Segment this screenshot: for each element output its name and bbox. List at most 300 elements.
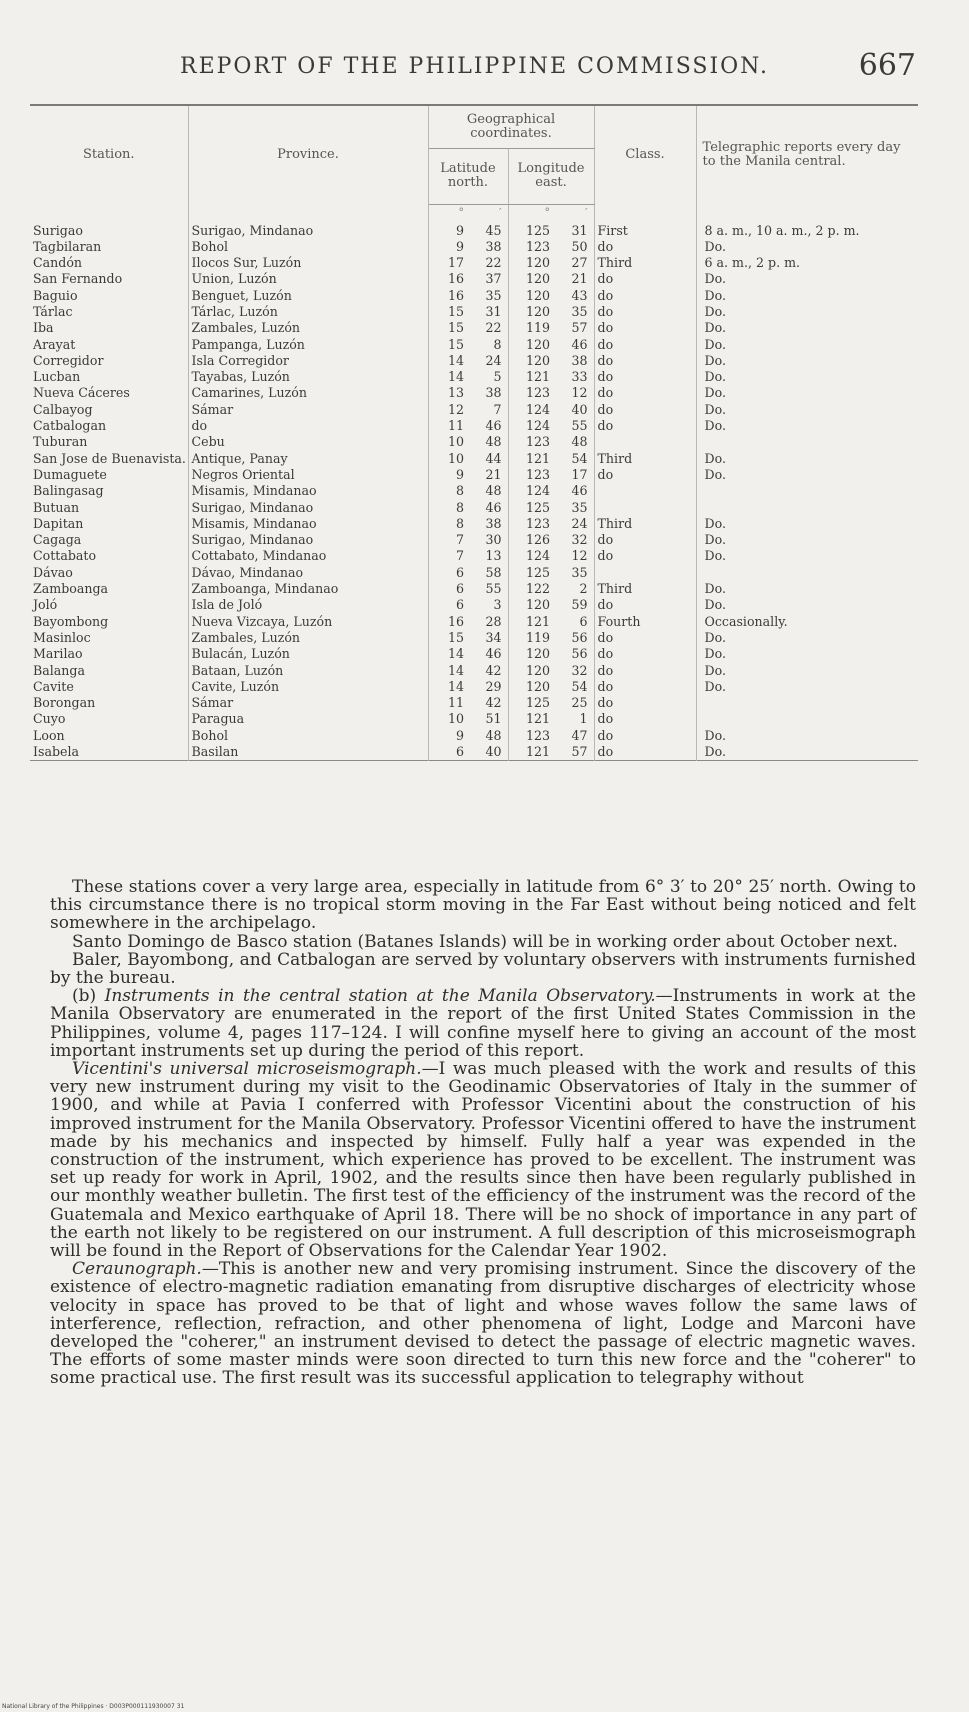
longitude-degrees-cell: 119 (525, 320, 550, 336)
province-cell: Negros Oriental (188, 467, 428, 483)
reports-cell: Do. (704, 336, 726, 352)
station-cell: Cottabato (30, 548, 188, 564)
section-text-instruments: —Instruments in work at the Manila Observatory are enumerated in the report of the first United States Commission in the Philippines, volume 4, pages 117–124. I will confine myself here to giving an account of the most important instruments set up during the period of this report. (50, 986, 916, 1061)
latitude-minutes-cell: 42 (470, 695, 508, 711)
latitude-degrees-cell: 13 (447, 385, 464, 401)
latitude-minutes-cell: 31 (470, 304, 508, 320)
reports-cell: Do. (704, 548, 726, 564)
longitude-minutes-cell: 54 (556, 451, 594, 467)
longitude-minutes-cell: 24 (556, 516, 594, 532)
station-cell: Lucban (30, 369, 188, 385)
table-row (30, 255, 918, 271)
province-cell: Sámar (188, 402, 428, 418)
table-row (30, 516, 918, 532)
table-row (30, 434, 918, 450)
latitude-degrees-cell: 12 (447, 401, 464, 417)
table-row (30, 630, 918, 646)
latitude-minutes-cell: 38 (470, 385, 508, 401)
station-cell: Marilao (30, 646, 188, 662)
latitude-minutes-cell: 48 (470, 483, 508, 499)
longitude-minutes-cell: 35 (556, 500, 594, 516)
table-row (30, 320, 918, 336)
station-cell: Borongan (30, 695, 188, 711)
longitude-minutes-cell: 32 (556, 663, 594, 679)
latitude-minutes-cell: 35 (470, 288, 508, 304)
longitude-minutes-cell: 38 (556, 353, 594, 369)
latitude-minutes-cell: 22 (470, 320, 508, 336)
reports-cell: Do. (704, 401, 726, 417)
longitude-minutes-cell: 12 (556, 548, 594, 564)
station-cell: Zamboanga (30, 581, 188, 597)
table-row (30, 728, 918, 744)
reports-cell: Do. (704, 238, 726, 254)
latitude-minutes-cell: 40 (470, 744, 508, 761)
latitude-degrees-cell: 14 (447, 352, 464, 368)
province-cell: Ilocos Sur, Luzón (188, 255, 428, 271)
latitude-degrees-cell: 15 (447, 336, 464, 352)
header-latitude: Latitude north. (428, 149, 508, 205)
station-cell: Calbayog (30, 402, 188, 418)
header-province: Province. (188, 105, 428, 204)
longitude-minutes-cell: 35 (556, 304, 594, 320)
table-row (30, 532, 918, 548)
latitude-minutes-cell: 29 (470, 679, 508, 695)
table-row (30, 548, 918, 564)
station-cell: Dumaguete (30, 467, 188, 483)
section-letter: (b) (72, 986, 105, 1007)
body-text (50, 878, 916, 1388)
reports-cell: Do. (704, 678, 726, 694)
longitude-degrees-cell: 121 (525, 369, 550, 385)
province-cell: Sámar (188, 695, 428, 711)
longitude-degrees-cell: 119 (525, 629, 550, 645)
province-cell: Surigao, Mindanao (188, 223, 428, 239)
header-station: Station. (30, 105, 188, 204)
latitude-minutes-cell: 3 (470, 597, 508, 613)
latitude-minutes-cell: 48 (470, 728, 508, 744)
latitude-degrees-cell: 10 (447, 434, 464, 450)
class-cell: do (594, 630, 696, 646)
table-row (30, 369, 918, 385)
longitude-degrees-cell: 120 (525, 646, 550, 662)
latitude-minutes-cell: 38 (470, 516, 508, 532)
longitude-degrees-cell: 124 (525, 401, 550, 417)
latitude-minutes-cell: 38 (470, 239, 508, 255)
latitude-minutes-cell: 8 (470, 337, 508, 353)
latitude-degrees-cell: 6 (455, 564, 464, 580)
reports-cell (696, 711, 918, 727)
longitude-degrees-cell: 120 (525, 352, 550, 368)
station-cell: Bayombong (30, 614, 188, 630)
longitude-degrees-cell: 125 (525, 695, 550, 711)
longitude-degrees-cell: 120 (525, 336, 550, 352)
latitude-minutes-cell: 7 (470, 402, 508, 418)
table-row (30, 679, 918, 695)
province-cell: Isla de Joló (188, 597, 428, 613)
header-longitude: Longitude east. (508, 149, 594, 205)
station-cell: Candón (30, 255, 188, 271)
longitude-minutes-cell: 12 (556, 385, 594, 401)
units-row (30, 204, 918, 223)
reports-cell: Do. (704, 515, 726, 531)
longitude-minutes-cell: 56 (556, 646, 594, 662)
latitude-degrees-cell: 9 (455, 238, 464, 254)
longitude-degrees-cell: 120 (525, 271, 550, 287)
class-cell: do (594, 418, 696, 434)
longitude-minutes-cell: 57 (556, 744, 594, 761)
reports-cell: Do. (704, 369, 726, 385)
latitude-minutes-cell: 13 (470, 548, 508, 564)
table-row (30, 581, 918, 597)
latitude-minutes-cell: 55 (470, 581, 508, 597)
longitude-degrees-cell: 126 (525, 532, 550, 548)
lon-min-unit: ′ (556, 204, 594, 223)
longitude-minutes-cell: 59 (556, 597, 594, 613)
station-cell: Catbalogan (30, 418, 188, 434)
running-title: REPORT OF THE PHILIPPINE COMMISSION. (180, 54, 770, 79)
table-row (30, 467, 918, 483)
longitude-minutes-cell: 56 (556, 630, 594, 646)
latitude-degrees-cell: 15 (447, 320, 464, 336)
latitude-minutes-cell: 46 (470, 646, 508, 662)
table-row (30, 337, 918, 353)
province-cell: Tayabas, Luzón (188, 369, 428, 385)
latitude-minutes-cell: 58 (470, 565, 508, 581)
province-cell: Zambales, Luzón (188, 320, 428, 336)
province-cell: Cottabato, Mindanao (188, 548, 428, 564)
station-cell: Tagbilaran (30, 239, 188, 255)
longitude-minutes-cell: 50 (556, 239, 594, 255)
header-geo: Geographical coordinates. (428, 105, 594, 149)
class-cell: do (594, 744, 696, 761)
reports-cell: Do. (704, 303, 726, 319)
longitude-degrees-cell: 120 (525, 597, 550, 613)
class-cell: do (594, 532, 696, 548)
latitude-minutes-cell: 51 (470, 711, 508, 727)
class-cell: do (594, 288, 696, 304)
table-row (30, 223, 918, 239)
class-cell: do (594, 271, 696, 287)
station-cell: Isabela (30, 744, 188, 761)
longitude-degrees-cell: 123 (525, 515, 550, 531)
latitude-minutes-cell: 46 (470, 418, 508, 434)
station-cell: Baguio (30, 288, 188, 304)
province-cell: Zambales, Luzón (188, 630, 428, 646)
section-text-ceraunograph: —This is another new and very promising instrument. Since the discovery of the existence of electro-magnetic radiation emanating from disruptive discharges of electricity whose velocity in space has proved to be that of light and whose waves follow the same laws of interference, reflection, refraction, and other phenomena of light, Lodge and Marconi have developed the "coherer," an instrument devised to detect the passage of electric magnetic waves. The efforts of some master minds were soon directed to turn this new force and the "coherer" to some practical use. The first result was its successful application to telegraphy without (50, 1259, 916, 1389)
longitude-degrees-cell: 121 (525, 711, 550, 727)
latitude-degrees-cell: 14 (447, 369, 464, 385)
longitude-minutes-cell: 55 (556, 418, 594, 434)
reports-cell (696, 565, 918, 581)
longitude-degrees-cell: 121 (525, 613, 550, 629)
stations-table-wrapper (30, 104, 918, 765)
page-number: 667 (858, 48, 916, 83)
header-reports: Telegraphic reports every day to the Manila central. (702, 140, 901, 169)
longitude-degrees-cell: 122 (525, 581, 550, 597)
class-cell: do (594, 695, 696, 711)
longitude-minutes-cell: 27 (556, 255, 594, 271)
table-row (30, 353, 918, 369)
station-cell: San Fernando (30, 271, 188, 287)
class-cell: do (594, 711, 696, 727)
reports-cell (696, 434, 918, 450)
longitude-minutes-cell: 2 (556, 581, 594, 597)
latitude-degrees-cell: 9 (455, 222, 464, 238)
longitude-minutes-cell: 43 (556, 288, 594, 304)
reports-cell: 8 a. m., 10 a. m., 2 p. m. (704, 222, 860, 238)
scan-footer: National Library of the Philippines · D003P000111930007 31 (2, 1703, 185, 1710)
province-cell: Bohol (188, 239, 428, 255)
latitude-degrees-cell: 10 (447, 450, 464, 466)
latitude-degrees-cell: 16 (447, 613, 464, 629)
reports-cell (696, 695, 918, 711)
latitude-minutes-cell: 22 (470, 255, 508, 271)
table-row (30, 288, 918, 304)
table-row (30, 451, 918, 467)
station-cell: Loon (30, 728, 188, 744)
latitude-minutes-cell: 42 (470, 663, 508, 679)
longitude-degrees-cell: 120 (525, 678, 550, 694)
province-cell: Isla Corregidor (188, 353, 428, 369)
longitude-degrees-cell: 121 (525, 744, 550, 759)
latitude-minutes-cell: 34 (470, 630, 508, 646)
province-cell: Antique, Panay (188, 451, 428, 467)
latitude-degrees-cell: 11 (447, 418, 464, 434)
table-row (30, 500, 918, 516)
province-cell: Benguet, Luzón (188, 288, 428, 304)
latitude-degrees-cell: 17 (447, 255, 464, 271)
latitude-minutes-cell: 28 (470, 614, 508, 630)
longitude-degrees-cell: 123 (525, 434, 550, 450)
station-cell: Surigao (30, 223, 188, 239)
reports-cell: Do. (704, 450, 726, 466)
class-cell: do (594, 679, 696, 695)
class-cell: do (594, 239, 696, 255)
station-cell: Masinloc (30, 630, 188, 646)
province-cell: do (188, 418, 428, 434)
latitude-minutes-cell: 48 (470, 434, 508, 450)
latitude-minutes-cell: 24 (470, 353, 508, 369)
reports-cell: Occasionally. (704, 613, 788, 629)
table-row (30, 304, 918, 320)
table-row (30, 711, 918, 727)
longitude-minutes-cell: 21 (556, 271, 594, 287)
station-cell: Cagaga (30, 532, 188, 548)
latitude-degrees-cell: 6 (455, 744, 464, 759)
stations-table-body (30, 204, 918, 765)
class-cell: do (594, 728, 696, 744)
province-cell: Surigao, Mindanao (188, 532, 428, 548)
table-row (30, 402, 918, 418)
page-header (180, 48, 920, 88)
class-cell: Third (594, 516, 696, 532)
table-row (30, 663, 918, 679)
station-cell: Nueva Cáceres (30, 385, 188, 401)
paragraph-baler: Baler, Bayombong, and Catbalogan are served by voluntary observers with instruments furnished by the bureau. (50, 949, 916, 989)
province-cell: Nueva Vizcaya, Luzón (188, 614, 428, 630)
class-cell (594, 434, 696, 450)
province-cell: Misamis, Mindanao (188, 516, 428, 532)
longitude-degrees-cell: 124 (525, 483, 550, 499)
station-cell: Tárlac (30, 304, 188, 320)
province-cell: Cebu (188, 434, 428, 450)
latitude-minutes-cell: 44 (470, 451, 508, 467)
longitude-minutes-cell: 6 (556, 614, 594, 630)
longitude-minutes-cell: 54 (556, 679, 594, 695)
longitude-degrees-cell: 121 (525, 450, 550, 466)
longitude-minutes-cell: 25 (556, 695, 594, 711)
longitude-degrees-cell: 124 (525, 548, 550, 564)
longitude-minutes-cell: 47 (556, 728, 594, 744)
reports-cell: Do. (704, 320, 726, 336)
reports-cell (696, 483, 918, 499)
class-cell: Third (594, 581, 696, 597)
latitude-degrees-cell: 8 (455, 515, 464, 531)
station-cell: Dávao (30, 565, 188, 581)
reports-cell: Do. (704, 271, 726, 287)
paragraph-ceraunograph (50, 1260, 916, 1387)
longitude-minutes-cell: 40 (556, 402, 594, 418)
longitude-minutes-cell: 31 (556, 223, 594, 239)
latitude-minutes-cell: 5 (470, 369, 508, 385)
station-cell: Arayat (30, 337, 188, 353)
station-cell: Cavite (30, 679, 188, 695)
reports-cell: Do. (704, 418, 726, 434)
longitude-minutes-cell: 1 (556, 711, 594, 727)
station-cell: Joló (30, 597, 188, 613)
class-cell (594, 500, 696, 516)
station-cell: Tuburan (30, 434, 188, 450)
section-title-microseismograph: Vicentini's universal microseismograph. (72, 1059, 422, 1080)
longitude-degrees-cell: 120 (525, 255, 550, 271)
reports-cell: Do. (704, 662, 726, 678)
longitude-minutes-cell: 57 (556, 320, 594, 336)
table-row (30, 483, 918, 499)
table-bottom-rule (30, 761, 918, 766)
longitude-degrees-cell: 120 (525, 662, 550, 678)
longitude-degrees-cell: 125 (525, 222, 550, 238)
station-cell: Corregidor (30, 353, 188, 369)
province-cell: Tárlac, Luzón (188, 304, 428, 320)
latitude-minutes-cell: 45 (470, 223, 508, 239)
station-cell: Dapitan (30, 516, 188, 532)
province-cell: Basilan (188, 744, 428, 761)
class-cell: do (594, 597, 696, 613)
province-cell: Bulacán, Luzón (188, 646, 428, 662)
province-cell: Surigao, Mindanao (188, 500, 428, 516)
station-cell: Butuan (30, 500, 188, 516)
longitude-degrees-cell: 123 (525, 385, 550, 401)
province-cell: Misamis, Mindanao (188, 483, 428, 499)
province-cell: Cavite, Luzón (188, 679, 428, 695)
paragraph-coverage: These stations cover a very large area, especially in latitude from 6° 3′ to 20° 25′ north. Owing to this circumstance there is no tropical storm moving in the Far East without being noticed and felt somewhere in the archipelago. (50, 877, 916, 934)
header-class: Class. (594, 105, 696, 204)
longitude-minutes-cell: 46 (556, 337, 594, 353)
latitude-degrees-cell: 8 (455, 483, 464, 499)
province-cell: Camarines, Luzón (188, 385, 428, 401)
class-cell: Third (594, 255, 696, 271)
province-cell: Union, Luzón (188, 271, 428, 287)
table-row (30, 597, 918, 613)
latitude-degrees-cell: 14 (447, 662, 464, 678)
station-cell: Iba (30, 320, 188, 336)
reports-cell: Do. (704, 727, 726, 743)
latitude-degrees-cell: 10 (447, 711, 464, 727)
class-cell: do (594, 663, 696, 679)
table-row (30, 385, 918, 401)
class-cell (594, 483, 696, 499)
latitude-degrees-cell: 14 (447, 646, 464, 662)
table-row (30, 271, 918, 287)
lat-min-unit: ′ (470, 204, 508, 223)
province-cell: Zamboanga, Mindanao (188, 581, 428, 597)
paragraph-instruments (50, 987, 916, 1060)
table-row (30, 565, 918, 581)
class-cell: Third (594, 451, 696, 467)
reports-cell: Do. (704, 287, 726, 303)
table-row (30, 239, 918, 255)
longitude-minutes-cell: 32 (556, 532, 594, 548)
class-cell: do (594, 304, 696, 320)
reports-cell: Do. (704, 466, 726, 482)
table-row (30, 744, 918, 761)
longitude-degrees-cell: 124 (525, 418, 550, 434)
longitude-minutes-cell: 46 (556, 483, 594, 499)
class-cell: do (594, 646, 696, 662)
latitude-degrees-cell: 15 (447, 303, 464, 319)
reports-cell: Do. (704, 646, 726, 662)
latitude-degrees-cell: 7 (455, 532, 464, 548)
paragraph-microseismograph (50, 1060, 916, 1260)
reports-cell: Do. (704, 744, 726, 759)
reports-cell: Do. (704, 532, 726, 548)
reports-cell: Do. (704, 629, 726, 645)
longitude-minutes-cell: 17 (556, 467, 594, 483)
class-cell: do (594, 353, 696, 369)
station-cell: San Jose de Buenavista. (30, 451, 188, 467)
longitude-degrees-cell: 123 (525, 238, 550, 254)
latitude-degrees-cell: 16 (447, 271, 464, 287)
latitude-degrees-cell: 16 (447, 287, 464, 303)
reports-cell: Do. (704, 385, 726, 401)
latitude-minutes-cell: 46 (470, 500, 508, 516)
class-cell: do (594, 369, 696, 385)
longitude-degrees-cell: 120 (525, 303, 550, 319)
table-row (30, 614, 918, 630)
latitude-minutes-cell: 30 (470, 532, 508, 548)
longitude-degrees-cell: 125 (525, 564, 550, 580)
longitude-minutes-cell: 33 (556, 369, 594, 385)
longitude-degrees-cell: 120 (525, 287, 550, 303)
lon-deg-unit: ° (544, 206, 550, 220)
latitude-degrees-cell: 7 (455, 548, 464, 564)
province-cell: Pampanga, Luzón (188, 337, 428, 353)
longitude-minutes-cell: 35 (556, 565, 594, 581)
reports-cell: Do. (704, 597, 726, 613)
class-cell: do (594, 548, 696, 564)
latitude-degrees-cell: 6 (455, 581, 464, 597)
class-cell: do (594, 337, 696, 353)
latitude-minutes-cell: 37 (470, 271, 508, 287)
province-cell: Bohol (188, 728, 428, 744)
class-cell: do (594, 385, 696, 401)
paragraph-santo-domingo: Santo Domingo de Basco station (Batanes Islands) will be in working order about October next. (72, 931, 898, 952)
longitude-degrees-cell: 123 (525, 727, 550, 743)
section-title-ceraunograph: Ceraunograph. (72, 1259, 202, 1280)
class-cell (594, 565, 696, 581)
province-cell: Bataan, Luzón (188, 663, 428, 679)
class-cell: do (594, 467, 696, 483)
